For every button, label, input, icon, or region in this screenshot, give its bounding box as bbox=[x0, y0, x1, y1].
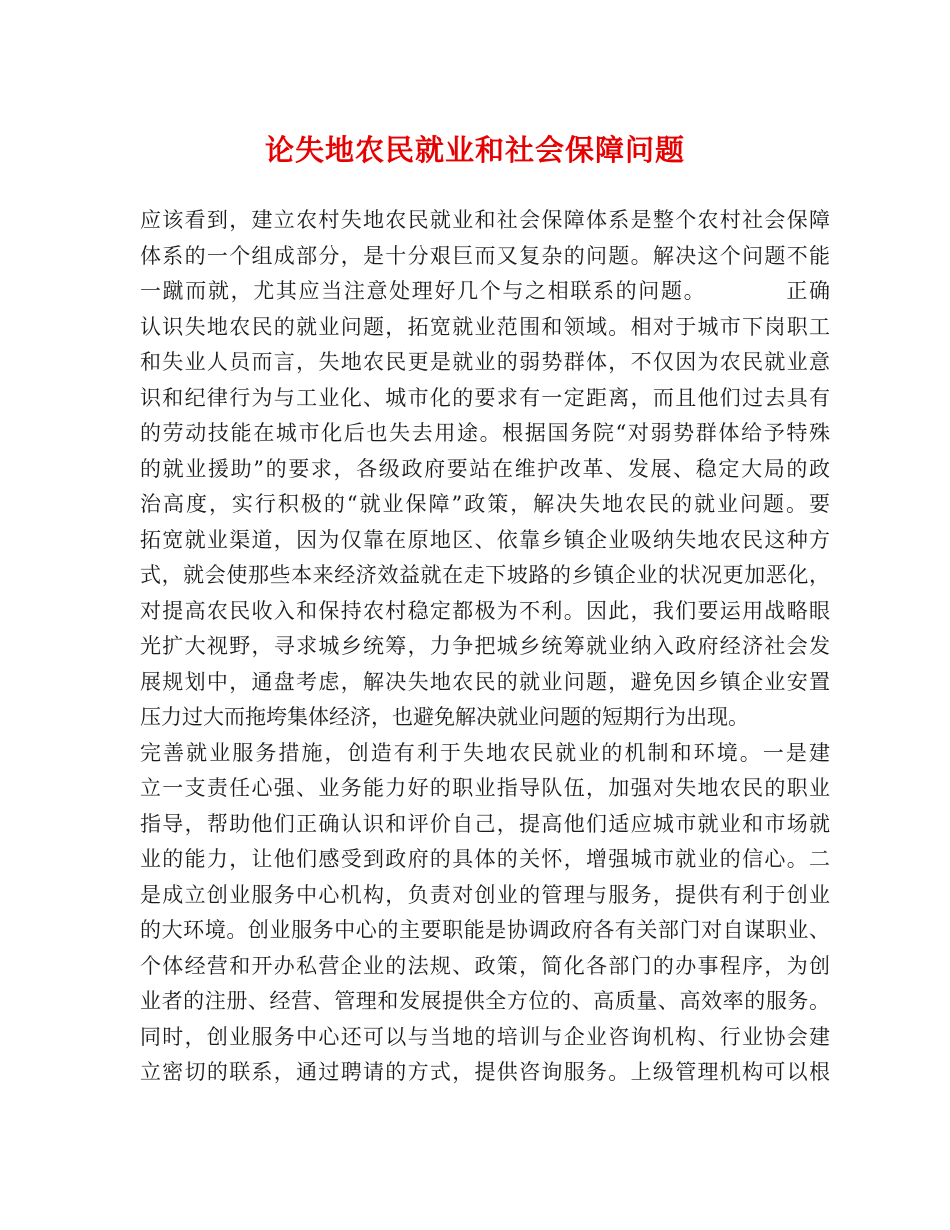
body-line: 应该看到，建立农村失地农民就业和社会保障体系是整个农村社会保障 bbox=[140, 208, 830, 232]
body-line: 展规划中，通盘考虑，解决失地农民的就业问题，避免因乡镇企业安置 bbox=[140, 669, 830, 694]
body-line: 同时，创业服务中心还可以与当地的培训与企业咨询机构、行业协会建 bbox=[140, 1024, 830, 1049]
body-line: 认识失地农民的就业问题，拓宽就业范围和领域。相对于城市下岗职工 bbox=[140, 314, 830, 339]
body-line: 和失业人员而言，失地农民更是就业的弱势群体，不仅因为农民就业意 bbox=[140, 350, 830, 374]
body-line: 识和纪律行为与工业化、城市化的要求有一定距离，而且他们过去具有 bbox=[140, 385, 830, 410]
body-line: 体系的一个组成部分，是十分艰巨而又复杂的问题。解决这个问题不能 bbox=[140, 243, 830, 268]
body-line: 光扩大视野，寻求城乡统筹，力争把城乡统筹就业纳入政府经济社会发 bbox=[140, 634, 830, 658]
body-line: 拓宽就业渠道，因为仅靠在原地区、依靠乡镇企业吸纳失地农民这种方 bbox=[140, 527, 830, 552]
body-line: 完善就业服务措施，创造有利于失地农民就业的机制和环境。一是建 bbox=[140, 740, 830, 765]
body-line: 立一支责任心强、业务能力好的职业指导队伍，加强对失地农民的职业 bbox=[140, 776, 830, 800]
document-body bbox=[140, 203, 830, 1091]
document-title: 论失地农民就业和社会保障问题 bbox=[264, 133, 685, 167]
body-line: 立密切的联系，通过聘请的方式，提供咨询服务。上级管理机构可以根 bbox=[140, 1060, 830, 1084]
body-line: 的大环境。创业服务中心的主要职能是协调政府各有关部门对自谋职业、 bbox=[140, 918, 830, 942]
body-line: 的劳动技能在城市化后也失去用途。根据国务院“对弱势群体给予特殊 bbox=[140, 421, 830, 445]
body-line: 是成立创业服务中心机构，负责对创业的管理与服务，提供有利于创业 bbox=[140, 882, 830, 907]
body-line: 式，就会使那些本来经济效益就在走下坡路的乡镇企业的状况更加恶化， bbox=[140, 563, 830, 587]
body-line: 业者的注册、经营、管理和发展提供全方位的、高质量、高效率的服务。 bbox=[140, 989, 830, 1013]
body-line: 压力过大而拖垮集体经济，也避免解决就业问题的短期行为出现。 bbox=[140, 705, 749, 729]
body-line: 治高度，实行积极的“就业保障”政策，解决失地农民的就业问题。要 bbox=[140, 492, 830, 516]
body-line: 个体经营和开办私营企业的法规、政策，简化各部门的办事程序，为创 bbox=[140, 953, 830, 978]
body-line: 指导，帮助他们正确认识和评价自己，提高他们适应城市就业和市场就 bbox=[140, 811, 830, 836]
body-line: 一蹴而就，尤其应当注意处理好几个与之相联系的问题。 正确 bbox=[140, 279, 830, 303]
body-line: 的就业援助”的要求，各级政府要站在维护改革、发展、稳定大局的政 bbox=[140, 456, 830, 481]
body-line: 对提高农民收入和保持农村稳定都极为不利。因此，我们要运用战略眼 bbox=[140, 598, 830, 623]
body-line: 业的能力，让他们感受到政府的具体的关怀，增强城市就业的信心。二 bbox=[140, 847, 830, 871]
